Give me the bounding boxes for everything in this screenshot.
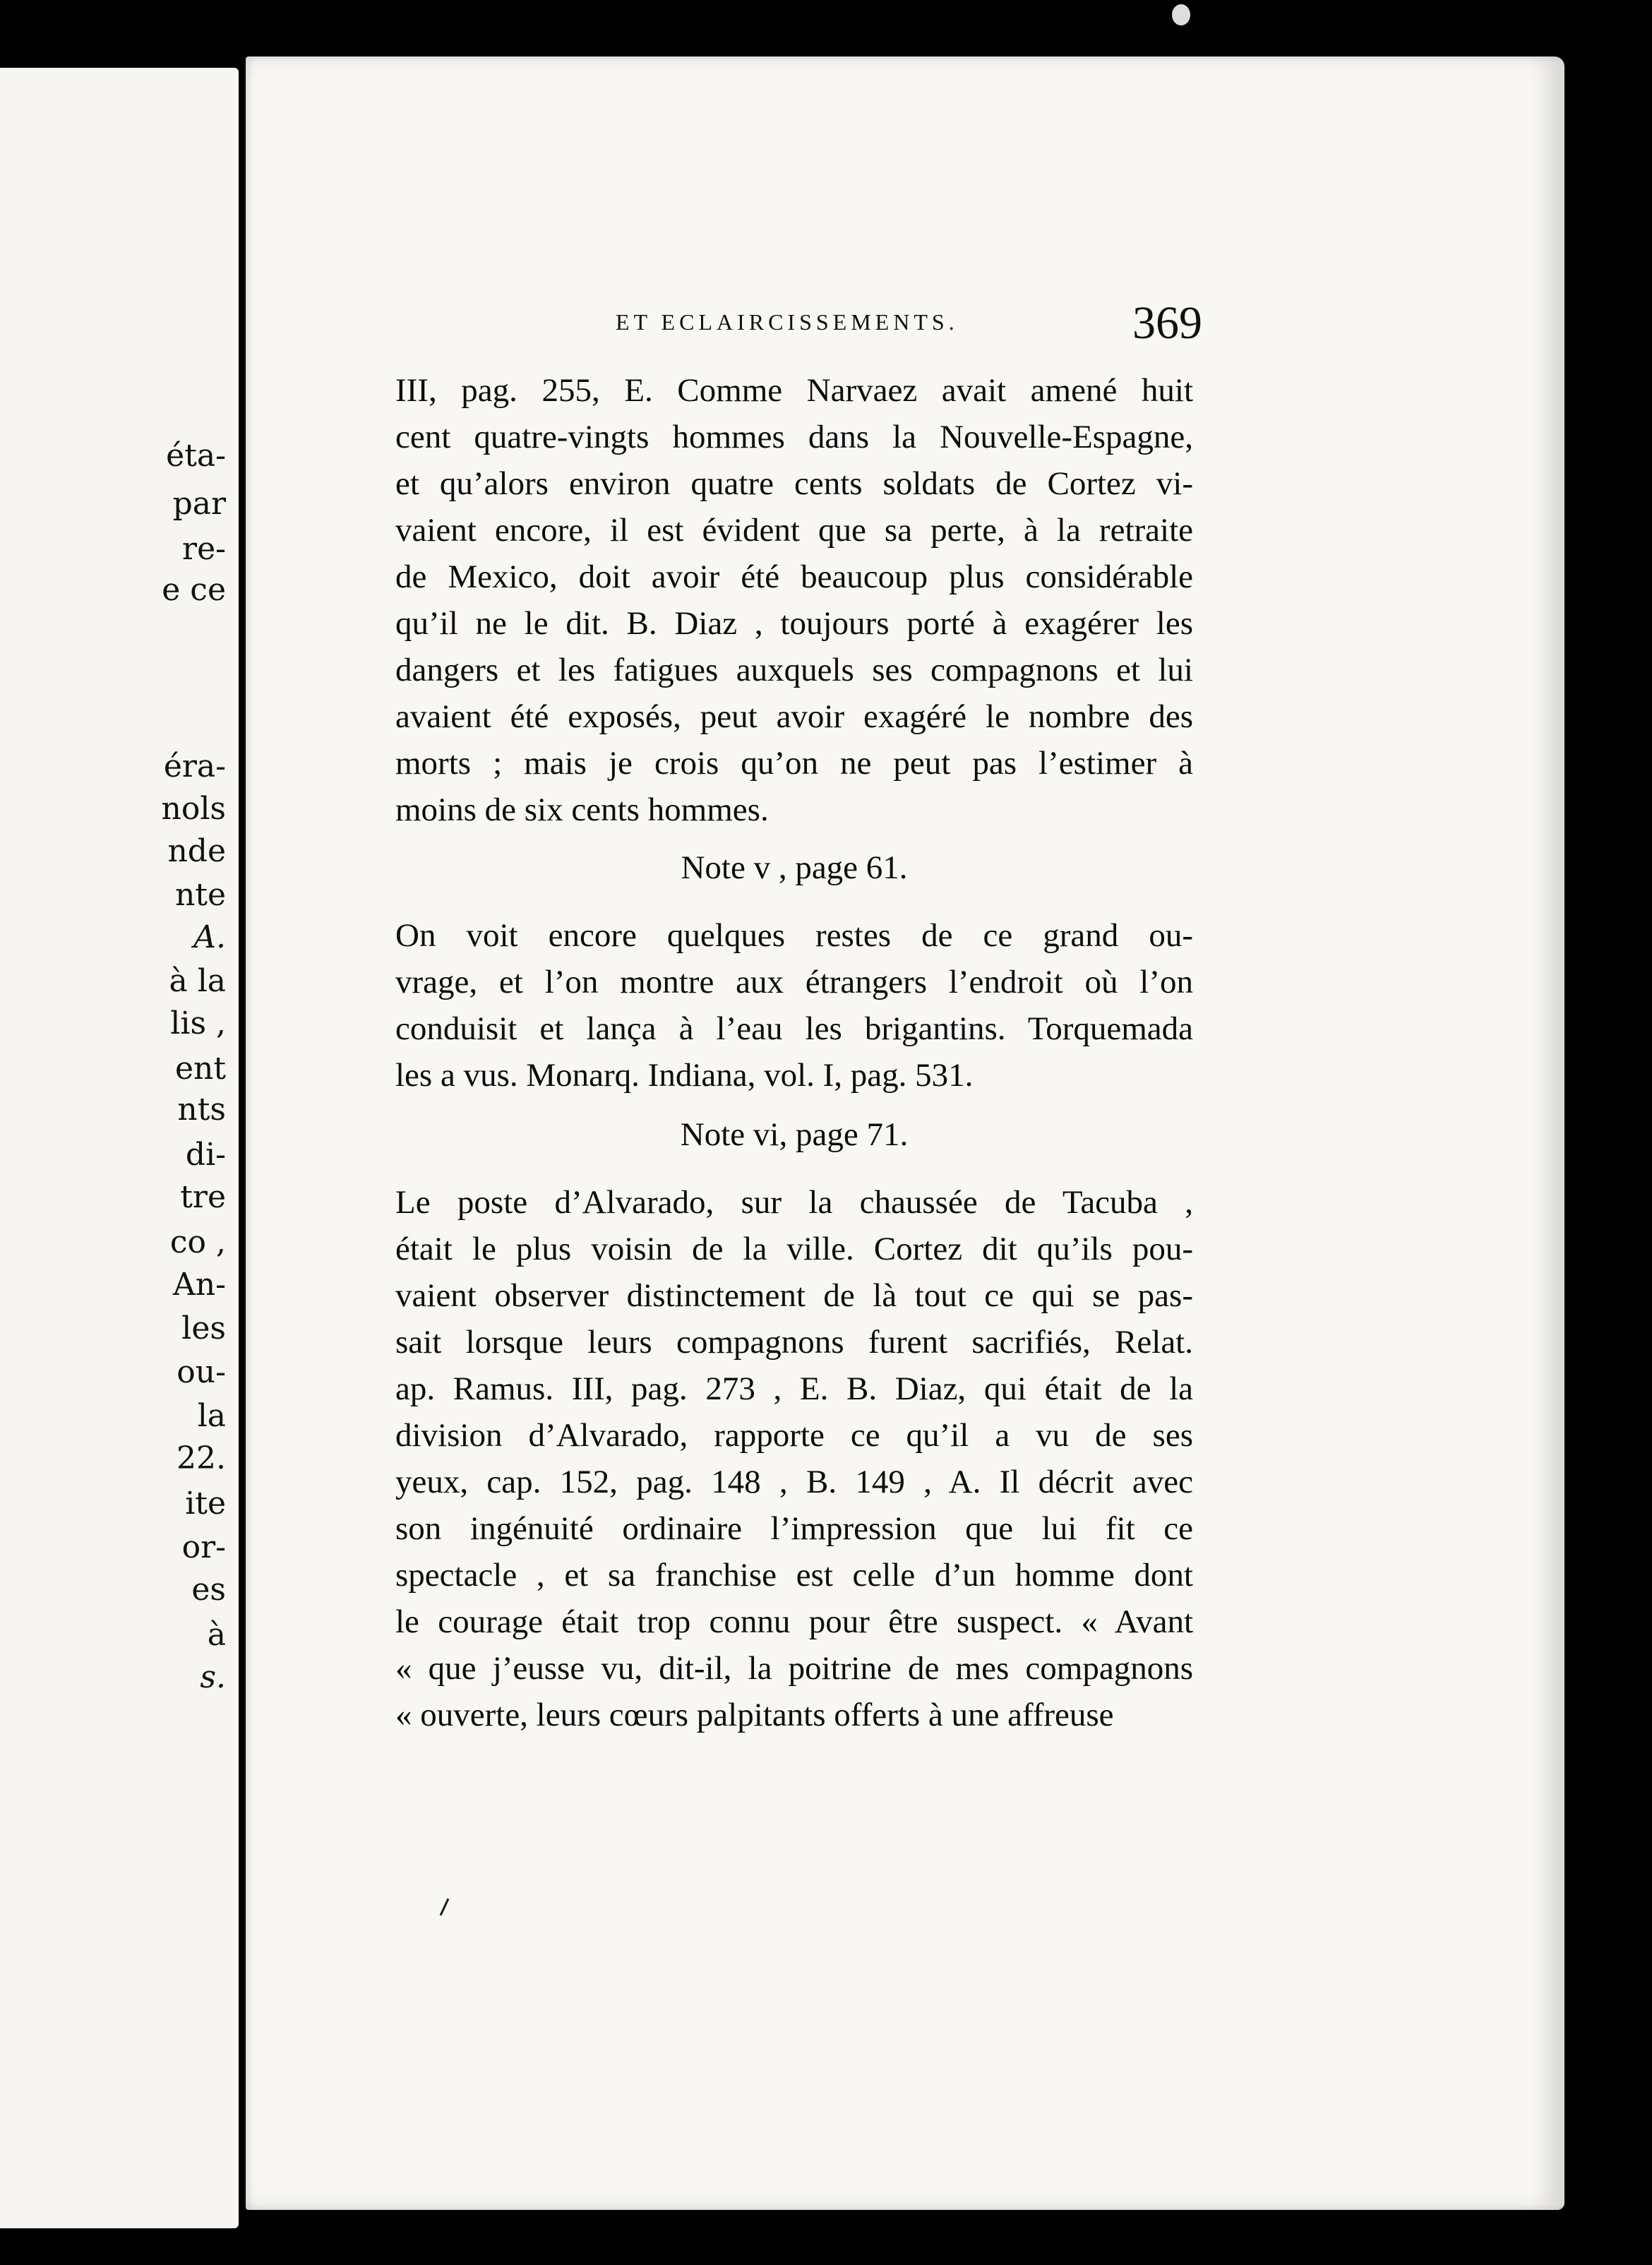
- text-line: sait lorsque leurs compagnons furent sacrifiés, Relat.: [395, 1324, 1193, 1361]
- left-page-fragment: s.: [200, 1659, 226, 1695]
- text-line: vaient encore, il est évident que sa perte, à la retraite: [395, 512, 1193, 549]
- text-line: le courage était trop connu pour être suspect. « Avant: [395, 1603, 1193, 1640]
- text-line: spectacle , et sa franchise est celle d’un homme dont: [395, 1557, 1193, 1594]
- left-page-fragment: à la: [169, 963, 226, 999]
- text-line: moins de six cents hommes.: [395, 791, 769, 828]
- left-page-fragment: An-: [173, 1267, 226, 1303]
- text-line: dangers et les fatigues auxquels ses compagnons et lui: [395, 652, 1193, 688]
- page-number: 369: [1132, 297, 1202, 349]
- text-line: et qu’alors environ quatre cents soldats de Cortez vi-: [395, 465, 1193, 502]
- note-v-body: [395, 912, 1193, 1099]
- left-facing-page: [0, 68, 239, 2228]
- left-page-fragment: ent: [174, 1051, 226, 1087]
- left-page-fragment: la: [197, 1398, 226, 1434]
- left-page-fragment: nts: [177, 1092, 226, 1128]
- text-line: était le plus voisin de la ville. Cortez dit qu’ils pou-: [395, 1231, 1193, 1267]
- left-page-fragment: lis ,: [170, 1005, 226, 1041]
- text-line: On voit encore quelques restes de ce grand ou-: [395, 917, 1193, 954]
- left-page-fragment: e ce: [162, 572, 226, 608]
- text-line: son ingénuité ordinaire l’impression que lui fit ce: [395, 1510, 1193, 1547]
- text-line: Le poste d’Alvarado, sur la chaussée de Tacuba ,: [395, 1184, 1193, 1221]
- left-page-fragment: nols: [161, 791, 226, 827]
- scan-speck: [1172, 4, 1190, 25]
- left-page-fragment: A.: [193, 919, 226, 955]
- text-line: III, pag. 255, E. Comme Narvaez avait amené huit: [395, 372, 1193, 409]
- left-page-fragment: éra-: [163, 748, 226, 784]
- left-page-fragment: à: [207, 1617, 226, 1653]
- text-line: de Mexico, doit avoir été beaucoup plus considérable: [395, 558, 1193, 595]
- left-page-fragment: les: [181, 1310, 226, 1346]
- left-page-fragment: ou-: [176, 1354, 226, 1390]
- text-line: avaient été exposés, peut avoir exagéré le nombre des: [395, 698, 1193, 735]
- text-line: cent quatre-vingts hommes dans la Nouvelle-Espagne,: [395, 419, 1193, 455]
- running-header: ET ECLAIRCISSEMENTS.: [616, 309, 959, 335]
- text-line: conduisit et lança à l’eau les brigantins. Torquemada: [395, 1010, 1193, 1047]
- left-page-fragment: co ,: [169, 1224, 226, 1260]
- text-line: vaient observer distinctement de là tout ce qui se pas-: [395, 1277, 1193, 1314]
- note-v-heading: Note v , page 61.: [681, 849, 908, 886]
- left-page-fragment: éta-: [166, 438, 226, 474]
- left-page-fragment: par: [172, 486, 226, 522]
- left-page-fragment: nde: [167, 833, 226, 869]
- left-page-fragment: tre: [180, 1179, 226, 1215]
- text-line: yeux, cap. 152, pag. 148 , B. 149 , A. Il décrit avec: [395, 1464, 1193, 1500]
- text-line: morts ; mais je crois qu’on ne peut pas l’estimer à: [395, 745, 1193, 782]
- text-line: « ouverte, leurs cœurs palpitants offerts à une affreuse: [395, 1697, 1114, 1733]
- text-line: ap. Ramus. III, pag. 273 , E. B. Diaz, qui était de la: [395, 1370, 1193, 1407]
- left-page-fragment: 22.: [176, 1440, 226, 1476]
- text-line: vrage, et l’on montre aux étrangers l’endroit où l’on: [395, 964, 1193, 1000]
- left-page-fragment: or-: [181, 1529, 226, 1565]
- paragraph-continuation: [395, 367, 1193, 833]
- text-line: division d’Alvarado, rapporte ce qu’il a vu de ses: [395, 1417, 1193, 1454]
- left-page-fragment: di-: [185, 1137, 226, 1173]
- left-page-fragment: nte: [174, 877, 226, 913]
- note-vi-heading: Note vi, page 71.: [680, 1116, 909, 1153]
- note-vi-body: [395, 1179, 1193, 1738]
- left-page-fragment: es: [191, 1572, 226, 1608]
- left-page-fragment: re-: [182, 531, 226, 567]
- text-line: « que j’eusse vu, dit-il, la poitrine de mes compagnons: [395, 1650, 1193, 1687]
- text-line: qu’il ne le dit. B. Diaz , toujours porté à exagérer les: [395, 605, 1193, 642]
- text-line: les a vus. Monarq. Indiana, vol. I, pag. 531.: [395, 1057, 974, 1094]
- left-page-fragment: ite: [185, 1486, 226, 1522]
